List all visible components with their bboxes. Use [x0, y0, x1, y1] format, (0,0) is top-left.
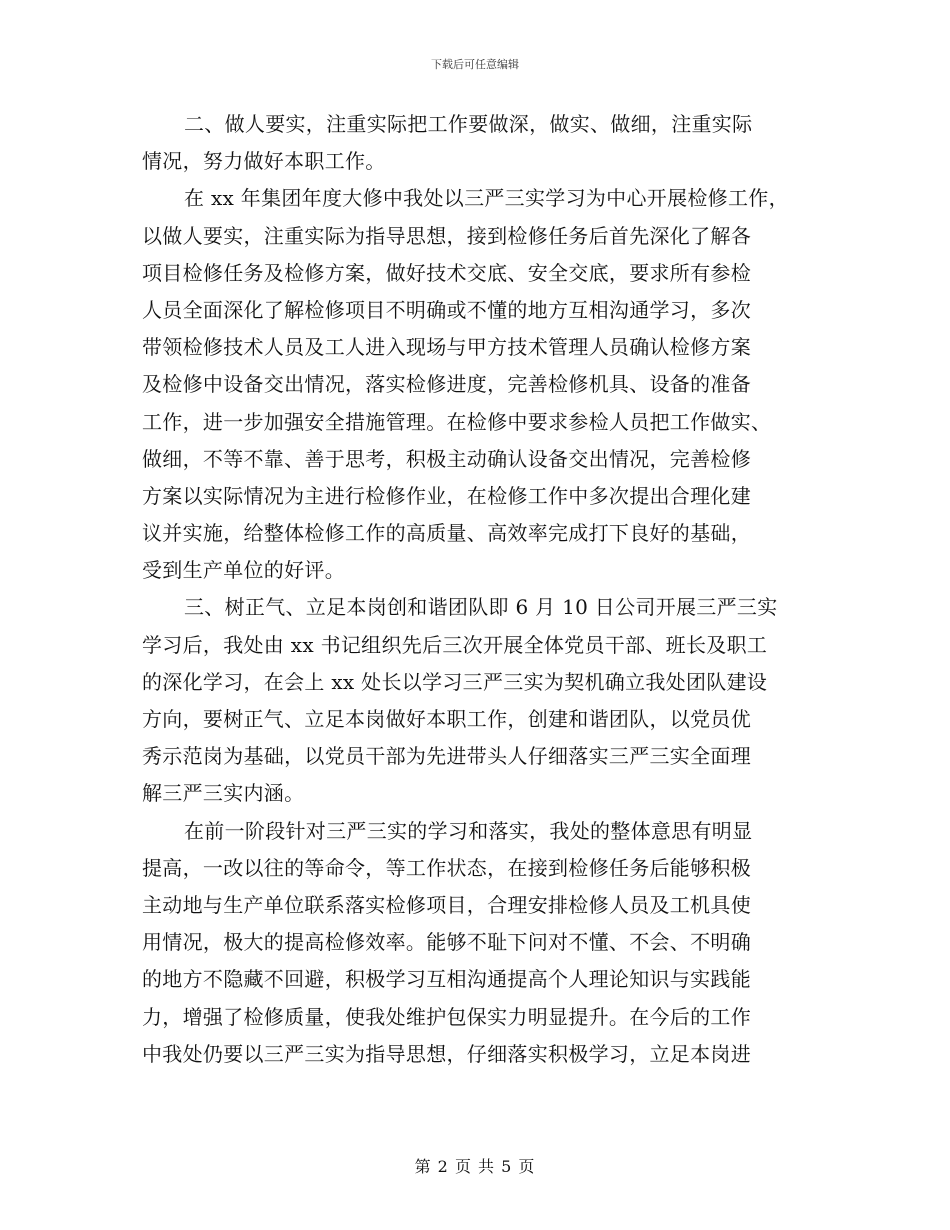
paragraph: [142, 813, 818, 1073]
text-line: 学习后，我处由 xx 书记组织先后三次开展全体党员干部、班长及职工: [142, 632, 768, 657]
text-line: 秀示范岗为基础，以党员干部为先进带头人仔细落实三严三实全面理: [142, 744, 751, 769]
text-line: 提高，一改以往的等命令，等工作状态，在接到检修任务后能够积极: [142, 855, 751, 880]
text-line: 在 xx 年集团年度大修中我处以三严三实学习为中心开展检修工作，: [184, 186, 789, 211]
text-line: 解三严三实内涵。: [142, 781, 305, 806]
text-line: 受到生产单位的好评。: [142, 558, 345, 583]
text-line: 三、树正气、立足本岗创和谐团队即 6 月 10 日公司开展三严三实: [184, 595, 778, 620]
text-line: 带领检修技术人员及工人进入现场与甲方技术管理人员确认检修方案: [142, 335, 751, 360]
text-line: 方向，要树正气、立足本岗做好本职工作，创建和谐团队，以党员优: [142, 707, 751, 731]
page-number: 第 2 页 共 5 页: [414, 1157, 536, 1176]
text-line: 做细，不等不靠、善于思考，积极主动确认设备交出情况，完善检修: [142, 446, 751, 471]
paragraph: [142, 106, 818, 180]
text-line: 用情况，极大的提高检修效率。能够不耻下问对不懂、不会、不明确: [142, 930, 751, 955]
text-line: 项目检修任务及检修方案，做好技术交底、安全交底，要求所有参检: [142, 260, 751, 285]
paragraph: [142, 180, 818, 589]
text-line: 力，增强了检修质量，使我处维护包保实力明显提升。在今后的工作: [142, 1004, 751, 1029]
text-line: 议并实施，给整体检修工作的高质量、高效率完成打下良好的基础，: [142, 521, 751, 546]
text-line: 主动地与生产单位联系落实检修项目，合理安排检修人员及工机具使: [142, 892, 751, 917]
text-line: 方案以实际情况为主进行检修作业，在检修工作中多次提出合理化建: [142, 483, 751, 508]
page-header: 下载后可任意编辑: [431, 58, 519, 71]
paragraph: [142, 589, 818, 812]
text-line: 中我处仍要以三严三实为指导思想，仔细落实积极学习，立足本岗进: [142, 1041, 751, 1066]
text-line: 二、做人要实，注重实际把工作要做深，做实、做细，注重实际: [184, 112, 753, 136]
text-line: 的深化学习，在会上 xx 处长以学习三严三实为契机确立我处团队建设: [142, 669, 768, 694]
text-line: 在前一阶段针对三严三实的学习和落实，我处的整体意思有明显: [184, 818, 753, 843]
text-line: 人员全面深化了解检修项目不明确或不懂的地方互相沟通学习，多次: [142, 297, 751, 322]
text-line: 情况，努力做好本职工作。: [142, 149, 386, 174]
text-line: 以做人要实，注重实际为指导思想，接到检修任务后首先深化了解各: [142, 223, 751, 248]
text-line: 的地方不隐藏不回避，积极学习互相沟通提高个人理论知识与实践能: [142, 967, 751, 992]
document-body: [142, 106, 818, 1073]
text-line: 工作，进一步加强安全措施管理。在检修中要求参检人员把工作做实、: [142, 409, 772, 434]
text-line: 及检修中设备交出情况，落实检修进度，完善检修机具、设备的准备: [142, 372, 751, 397]
